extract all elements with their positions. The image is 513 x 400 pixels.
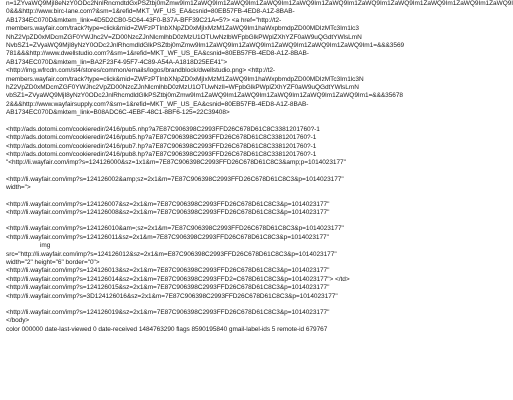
raw-email-source xyxy=(6,0,513,400)
source-line: <http://li.wayfair.com/imp?s=124126002&amp;sz=2x1&m=7E87C906398C2993FFD26C678D61C8C3&p=1014023177" xyxy=(6,175,344,183)
source-line: 0&&&http://www.birc-lane.com?&sm=1&refid=MKT_WF_US_EA&csnid=80EB57FB-4ED8-A1Z-8BAB- xyxy=(6,8,295,16)
source-line: members.wayfair.com/track?type=click&mid=ZWFzPTInbXNpZD0xMjIxMzM1ZaWQ9Im1haWxpbmdpZD00MDIzMTc3Im1lc3N xyxy=(6,75,364,83)
source-line: NhZ2VpZD0xMDcmZGF0YWJhc2V=ZD00NzcZJnNlcmlhbD0zMzU1OTUwNzlbWFpbGlkPWplZXhYZF0aW9uQGdtYWlsLmN xyxy=(6,33,362,41)
source-line: 2&&&http://www.wayfairsupply.com?&sm=1&refid=MKT_WF_US_EA&csnid=80EB57FB-4ED8-A1Z-8BAB- xyxy=(6,100,309,108)
source-line: </body> xyxy=(6,317,30,325)
source-line: color 000000 date-last-viewed 0 date-received 1484763290 flags 8590195840 gmail-label-ids 5 remote-id 679767 xyxy=(6,325,328,333)
source-line: <http://li.wayfair.com/imp?s=124126014&sz=2x1&m=7E87C906398C2993FFD2=C678D61C8C3&p=1014023177"> </td> xyxy=(6,275,350,283)
blank-line xyxy=(6,168,396,176)
source-line: <http://li.wayfair.com/imp?s=124126019&sz=2x1&m=7E87C906398C2993FFD26C678D61C8C3&p=1014023177" xyxy=(6,309,330,316)
source-line: AB1734EC070D&mktem_lin=BA2F23F4-95F7-4C89-A54A-A1818D25EE41"> xyxy=(6,58,228,66)
source-line: n=1ZYvaWQ9MjI8eNzY0ODc2NnlRncmdtdGxPSZtbj0mZmw9Im1ZaWQ9Im1ZaWQ9Im1ZaWQ9Im1ZaWQ9Im1ZaWQ9Im1ZaWQ9Im1ZaWQ9Im1ZaWQ9Im1ZaWQ9Im1ZaWQ9I xyxy=(6,0,513,7)
source-line: vbSZ1=ZVyaWQ9MjI8yNzY0ODc2JnlRhcmdldGlkPSZtbj0mZmw9Im1ZaWQ9Im1ZaWQ9Im1ZaWQ9Im1ZaWQ9Im1ZaWQ9Im1=&&&35678 xyxy=(6,92,403,100)
source-line: <http://li.wayfair.com/imp?s=124126015&sz=2x1&m=7E87C906398C2993FFD26C678D61C8C3&p=1014023177" xyxy=(6,284,330,292)
source-line: <http://ads.dotomi.com/cookieredir/2416/pub5.hp?a7E87C906398C2993FFD26C678D61C8C3381201760?-1 xyxy=(6,134,317,142)
source-line: width="> xyxy=(6,184,31,192)
source-line: <http://li.wayfair.com/imp?s=124126010&am=;sz=2x1&m=7E87C906398C2993FFD26C678D61C8C3&p=1014023177" xyxy=(6,225,344,233)
source-line: img xyxy=(40,242,51,250)
blank-line xyxy=(6,301,396,309)
source-line: 781&&&http://www.dwellstudio.com?&sm=1&refid=MKT_WF_US_EA&csnid=80EB57FB-4ED8-A1Z-8BAB- xyxy=(6,50,309,58)
source-line: <http://ads.dotomi.com/cookieredir/2416/pub7.hp?a7E87C906398C2993FFD26C678D61C8C3381201760?-1 xyxy=(6,142,317,150)
source-line: width="2" height="6" border="0"> xyxy=(6,258,100,266)
source-line: <http://li.wayfair.com/imp?s=3D124126016&sz=2x1&m=7E87C906398C2993FFD26C678D61C8C3&p=1014023177" xyxy=(6,292,338,300)
blank-line xyxy=(6,217,396,225)
source-line: hZ2VpZD0xMDcmZGF0YWJhc2VpZD00NzcZJnNlcmlhbD0zMzU1OTUwNzlI=WFpbGlkPWplZXhYZF0aW9uQGdtYWlsLmN xyxy=(6,84,359,92)
source-line: <http://li.wayfair.com/imp?s=124126008&sz=2x1&m=7E87C906398C2993FFD26C678D61C8C3&p=1014023177" xyxy=(6,208,330,216)
source-line: NvbSZ1=ZVyaWQ9MjI8yNzY0ODc2JnlRhcmdldGlkPSZtbj0mZmw9Im1ZaWQ9Im1ZaWQ9Im1ZaWQ9Im1ZaWQ9Im1ZaWQ9Im1=&&&3569 xyxy=(6,42,405,50)
source-line: <http://li.wayfair.com/imp?s=124126011&sz=2x1&m=7E87C906398C2993FFD26C678D61C8C3&p=1014023177" xyxy=(6,233,329,241)
source-line: AB1734EC070D&mktem_link=4D5D2CB0-5C64-43F0-B37A-BFF39C21A=5?> <a href="http://t2- xyxy=(6,16,282,24)
source-line: <http://ads.dotomi.com/cookieredir/2416/pub8.hp?a7E87C906398C2993FFD26C678D61C8C3381201760?-1 xyxy=(6,150,317,158)
source-line: src="http://li.wayfair.com/imp?s=124126012&sz=2x1&m=E87C906398C2993FFD26C678D61C8C3&p=1014023177" xyxy=(6,250,337,258)
source-line: <http://li.wayfair.com/imp?s=124126013&sz=2x1&m=7E87C906398C2993FFD26C678D61C8C3&p=1014023177" xyxy=(6,267,330,275)
source-line: <http://ads.dotomi.com/cookieredir/2416/pub5.nhp?a7E87C906398C2993FFD26C678D61C8C3381201760?-1 xyxy=(6,125,320,133)
blank-line xyxy=(6,193,396,201)
source-line: <http://li.wayfair.com/imp?s=124126007&sz=2x1&m=7E87C906398C2993FFD26C678D61C8C3&p=1014023177" xyxy=(6,200,330,208)
source-line: members.wayfair.com/track?type=click&mid=ZWFzPTInbXNpZD0xMjIxMzM1ZaWQ9Im1haWxpbmdpZD00MDIzMTc3Im1lc3 xyxy=(6,25,359,33)
blank-line xyxy=(6,118,396,126)
source-line: "<http://li.wayfair.com/imp?s=124126000&sz=1x1&m=7E87C906398C2993FFD26C678D61C8C3&amp;p=1014023177" xyxy=(6,159,346,167)
source-line: <http://img.wfrcdn.com/st4/stores/common/emails/logos/brandblock/dwellstudio.png> <http://t2- xyxy=(6,67,276,75)
source-line: AB1734EC070D&mktem_link=B08ADC6C-4EBF-48C1-8BF6-125=22C39408> xyxy=(6,109,230,117)
